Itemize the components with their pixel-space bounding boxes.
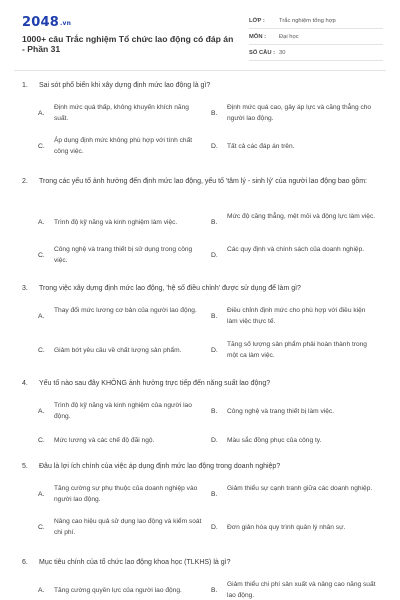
info-value: Trắc nghiệm tổng hợp — [279, 17, 336, 24]
info-value: 30 — [279, 49, 286, 56]
option-text: Mức độ căng thẳng, mệt mỏi và động lực làm việc. — [227, 213, 376, 220]
question-text — [22, 461, 382, 473]
question-stem: Yếu tố nào sau đây KHÔNG ảnh hưởng trực tiếp đến năng suất lao động? — [39, 380, 271, 387]
option-c[interactable] — [38, 435, 213, 446]
info-table — [249, 13, 383, 61]
question-number: 1. — [22, 82, 28, 89]
option-letter: C. — [38, 437, 45, 444]
option-a[interactable] — [38, 400, 213, 422]
option-letter: C. — [38, 347, 45, 354]
info-value: Đại học — [279, 33, 299, 40]
option-text: Tất cả các đáp án trên. — [227, 143, 295, 150]
option-d[interactable] — [211, 435, 386, 446]
option-text: Đơn giản hóa quy trình quản lý nhân sự. — [227, 524, 346, 531]
option-text: Các quy định và chính sách của doanh nghiệp. — [227, 246, 365, 253]
option-d[interactable] — [211, 522, 386, 533]
option-letter: C. — [38, 252, 45, 259]
option-letter: D. — [211, 437, 218, 444]
option-text: Trình độ kỹ năng và kinh nghiệm của người lao động. — [54, 402, 192, 420]
option-text: Giảm bớt yêu cầu về chất lượng sản phẩm. — [54, 347, 182, 354]
option-letter: D. — [211, 252, 218, 259]
option-b[interactable] — [211, 102, 386, 124]
option-text: Giảm thiểu sự cạnh tranh giữa các doanh nghiệp. — [227, 485, 373, 492]
option-letter: B. — [211, 408, 218, 415]
option-letter: A. — [38, 219, 45, 226]
option-a[interactable] — [38, 585, 213, 596]
option-letter: A. — [38, 110, 45, 117]
option-text: Màu sắc đồng phục của công ty. — [227, 437, 322, 444]
option-a[interactable] — [38, 483, 213, 505]
option-d[interactable] — [211, 141, 386, 152]
question-stem: Mục tiêu chính của tổ chức lao động khoa học (TLKHS) là gì? — [39, 559, 231, 566]
question-text — [22, 378, 382, 390]
option-letter: A. — [38, 408, 45, 415]
option-text: Tăng số lượng sản phẩm phải hoàn thành trong một ca làm việc. — [227, 341, 367, 359]
option-text: Trình độ kỹ năng và kinh nghiệm làm việc. — [54, 219, 178, 226]
option-letter: B. — [211, 313, 218, 320]
question-stem: Sai sót phổ biến khi xây dựng định mức lao động là gì? — [39, 82, 211, 89]
option-a[interactable] — [38, 102, 213, 124]
site-logo[interactable] — [22, 15, 71, 30]
option-d[interactable] — [211, 339, 386, 361]
question-number: 3. — [22, 285, 28, 292]
option-letter: B. — [211, 491, 218, 498]
option-letter: B. — [211, 587, 218, 594]
option-c[interactable] — [38, 345, 213, 356]
info-key: LỚP : — [249, 17, 265, 24]
question-text — [22, 176, 382, 188]
option-text: Điều chỉnh định mức cho phù hợp với điều kiện làm việc thực tế. — [227, 307, 366, 325]
header-divider — [14, 70, 386, 71]
option-b[interactable] — [211, 305, 386, 327]
option-letter: A. — [38, 313, 45, 320]
option-letter: D. — [211, 347, 218, 354]
option-text: Định mức quá cao, gây áp lực và căng thẳng cho người lao động. — [227, 104, 372, 122]
info-key: MÔN : — [249, 33, 267, 40]
option-a[interactable] — [38, 217, 213, 228]
option-b[interactable] — [211, 211, 386, 233]
option-letter: A. — [38, 491, 45, 498]
document-title: 1000+ câu Trắc nghiệm Tổ chức lao động có đáp án - Phần 31 — [22, 34, 234, 54]
question-number: 6. — [22, 559, 28, 566]
question-stem: Đâu là lợi ích chính của việc áp dụng định mức lao động trong doanh nghiệp? — [39, 463, 281, 470]
option-text: Nâng cao hiệu quả sử dụng lao động và kiểm soát chi phí. — [54, 518, 202, 536]
option-d[interactable] — [211, 244, 386, 266]
option-letter: A. — [38, 587, 45, 594]
option-c[interactable] — [38, 135, 213, 157]
question-number: 2. — [22, 178, 28, 185]
option-text: Mức lương và các chế độ đãi ngộ. — [54, 437, 155, 444]
option-letter: D. — [211, 143, 218, 150]
option-text: Áp dụng định mức không phù hợp với tính chất công việc. — [54, 137, 193, 155]
option-text: Công nghệ và trang thiết bị làm việc. — [227, 408, 335, 415]
option-letter: D. — [211, 524, 218, 531]
question-text — [22, 283, 382, 295]
logo-suffix: .vn — [59, 20, 72, 27]
option-letter: C. — [38, 143, 45, 150]
option-a[interactable] — [38, 305, 213, 327]
info-row-subject — [249, 29, 383, 45]
question-number: 5. — [22, 463, 28, 470]
question-text — [22, 80, 382, 92]
question-stem: Trong việc xây dựng định mức lao động, 'hệ số điều chỉnh' được sử dụng để làm gì? — [39, 285, 301, 292]
option-text: Thay đổi mức lương cơ bản của người lao động. — [54, 307, 197, 314]
option-text: Giảm thiểu chi phí sản xuất và nâng cao năng suất lao động. — [227, 581, 376, 599]
option-text: Định mức quá thấp, không khuyến khích năng suất. — [54, 104, 189, 122]
option-c[interactable] — [38, 244, 213, 266]
option-letter: B. — [211, 219, 218, 226]
option-letter: B. — [211, 110, 218, 117]
option-c[interactable] — [38, 516, 213, 538]
logo-main: 2048 — [22, 15, 59, 30]
option-text: Công nghệ và trang thiết bị sử dụng trong công việc. — [54, 246, 193, 264]
page-header — [0, 0, 400, 62]
info-row-count — [249, 45, 383, 61]
question-stem: Trong các yếu tố ảnh hưởng đến định mức lao động, yếu tố 'tâm lý - sinh lý' của người lao động bao gồm: — [39, 178, 368, 185]
info-key: SỐ CÂU : — [249, 49, 276, 56]
info-row-class — [249, 13, 383, 29]
option-b[interactable] — [211, 406, 386, 417]
question-number: 4. — [22, 380, 28, 387]
option-b[interactable] — [211, 579, 386, 600]
question-text — [22, 557, 382, 569]
option-text: Tăng cường quyền lực của người lao động. — [54, 587, 182, 594]
option-letter: C. — [38, 524, 45, 531]
option-b[interactable] — [211, 483, 386, 505]
option-text: Tăng cường sự phụ thuộc của doanh nghiệp vào người lao động. — [54, 485, 198, 503]
